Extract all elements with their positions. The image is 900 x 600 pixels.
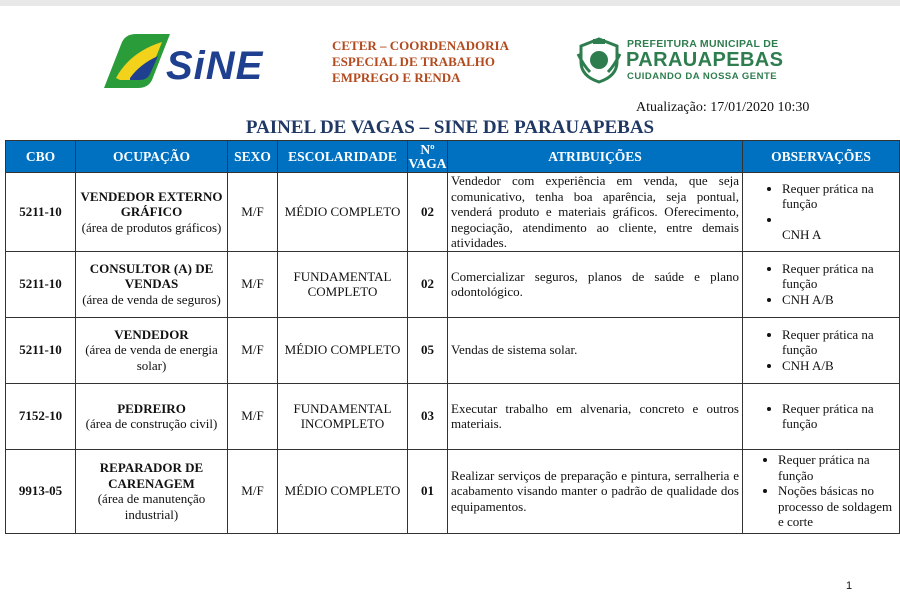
observation-item: • CNH A/B: [782, 292, 896, 308]
escolaridade-cell: MÉDIO COMPLETO: [278, 449, 408, 533]
vagas-cell: 05: [408, 317, 448, 383]
observation-item: • Requer prática na função: [782, 401, 896, 432]
occupation-name: REPARADOR DE CARENAGEM: [99, 460, 204, 491]
ceter-line: ESPECIAL DE TRABALHO: [332, 54, 496, 69]
occupation-name: VENDEDOR EXTERNO GRÁFICO: [80, 188, 223, 219]
update-timestamp: Atualização: 17/01/2020 10:30: [636, 100, 810, 115]
prefeitura-logo: [576, 36, 786, 86]
observation-item: • CNH A/B: [782, 358, 896, 374]
observation-item: • Requer prática na função: [782, 181, 896, 212]
occupation-name: PEDREIRO: [117, 400, 186, 416]
table-row: [6, 251, 900, 317]
cbo-cell: 5211-10: [6, 317, 76, 383]
col-header-cbo: CBO: [6, 141, 76, 173]
sexo-cell: M/F: [228, 173, 278, 252]
observation-item: [782, 212, 896, 228]
col-header-atribuicoes: ATRIBUIÇÕES: [448, 141, 743, 173]
observation-item: • Requer prática na função: [782, 261, 896, 292]
col-header-observacoes: OBSERVAÇÕES: [743, 141, 900, 173]
observacoes-cell: [743, 317, 900, 383]
escolaridade-cell: FUNDAMENTAL INCOMPLETO: [278, 383, 408, 449]
prefeitura-slogan: CUIDANDO DA NOSSA GENTE: [627, 71, 778, 82]
atribuicoes-cell: Realizar serviços de preparação e pintura, serralheria e acabamento visando manter o padrão de qualidade dos equipamentos.: [448, 449, 743, 533]
occupation-cell: [76, 449, 228, 533]
table-row: [6, 173, 900, 252]
occupation-detail: (área de construção civil): [85, 416, 218, 431]
vagas-cell: 02: [408, 251, 448, 317]
page-title: PAINEL DE VAGAS – SINE DE PARAUAPEBAS: [245, 117, 655, 138]
col-header-vaga-line1: Nº: [420, 141, 435, 157]
cbo-cell: 5211-10: [6, 173, 76, 252]
occupation-detail: (área de manutenção industrial): [97, 491, 206, 522]
page-number: 1: [846, 580, 853, 592]
occupation-detail: (área de produtos gráficos): [81, 219, 222, 235]
occupation-name: CONSULTOR (A) DE VENDAS: [89, 260, 214, 292]
occupation-cell: [76, 317, 228, 383]
table-row: [6, 317, 900, 383]
sine-flag-icon: [100, 32, 170, 90]
escolaridade-cell: FUNDAMENTAL COMPLETO: [278, 251, 408, 317]
sexo-cell: M/F: [228, 317, 278, 383]
top-border: [0, 0, 900, 6]
observacoes-cell: [743, 383, 900, 449]
sexo-cell: M/F: [228, 251, 278, 317]
observation-item: • Requer prática na função: [778, 452, 896, 483]
occupation-cell: [76, 173, 228, 252]
atribuicoes-cell: Comercializar seguros, planos de saúde e plano odontológico.: [448, 251, 743, 317]
col-header-ocupacao: OCUPAÇÃO: [76, 141, 228, 173]
occupation-detail: (área de venda de seguros): [82, 291, 221, 307]
sine-logo-text: SiNE: [166, 44, 264, 88]
prefeitura-line1: PREFEITURA MUNICIPAL DE: [627, 38, 779, 50]
observation-item: CNH A: [782, 227, 822, 243]
observacoes-cell: [743, 251, 900, 317]
table-row: [6, 449, 900, 533]
col-header-sexo: SEXO: [228, 141, 278, 173]
vagas-cell: 01: [408, 449, 448, 533]
job-table: [5, 140, 900, 534]
ceter-line: EMPREGO E RENDA: [332, 70, 461, 85]
occupation-cell: [76, 383, 228, 449]
ceter-line: CETER – COORDENADORIA: [332, 38, 509, 53]
atribuicoes-cell: Vendedor com experiência em venda, que seja comunicativo, tenha boa aparência, seja pontual, venderá produto e materiais gráficos. Oferecimento, negociação, atendimento ao cliente, entre demais atividades.: [448, 173, 743, 252]
sexo-cell: M/F: [228, 449, 278, 533]
sine-logo: [100, 30, 265, 92]
city-emblem-icon: [576, 36, 622, 84]
observacoes-cell: [743, 173, 900, 252]
escolaridade-cell: MÉDIO COMPLETO: [278, 173, 408, 252]
col-header-vaga: [408, 141, 448, 173]
cbo-cell: 5211-10: [6, 251, 76, 317]
table-header-row: [6, 141, 900, 173]
observation-item: • Requer prática na função: [782, 327, 896, 358]
vagas-cell: 03: [408, 383, 448, 449]
observacoes-cell: [743, 449, 900, 533]
occupation-cell: [76, 251, 228, 317]
occupation-detail: (área de venda de energia solar): [85, 342, 218, 373]
vagas-cell: 02: [408, 173, 448, 252]
prefeitura-city-name: PARAUAPEBAS: [626, 49, 784, 71]
escolaridade-cell: MÉDIO COMPLETO: [278, 317, 408, 383]
observation-item: • Noções básicas no processo de soldagem e corte: [778, 483, 896, 530]
atribuicoes-cell: Vendas de sistema solar.: [448, 317, 743, 383]
cbo-cell: 9913-05: [6, 449, 76, 533]
col-header-escolaridade: ESCOLARIDADE: [278, 141, 408, 173]
cbo-cell: 7152-10: [6, 383, 76, 449]
table-row: [6, 383, 900, 449]
atribuicoes-cell: Executar trabalho em alvenaria, concreto e outros materiais.: [448, 383, 743, 449]
ceter-heading: [332, 38, 509, 86]
occupation-name: VENDEDOR: [114, 326, 189, 342]
sexo-cell: M/F: [228, 383, 278, 449]
col-header-vaga-line2: VAGA: [408, 155, 447, 171]
